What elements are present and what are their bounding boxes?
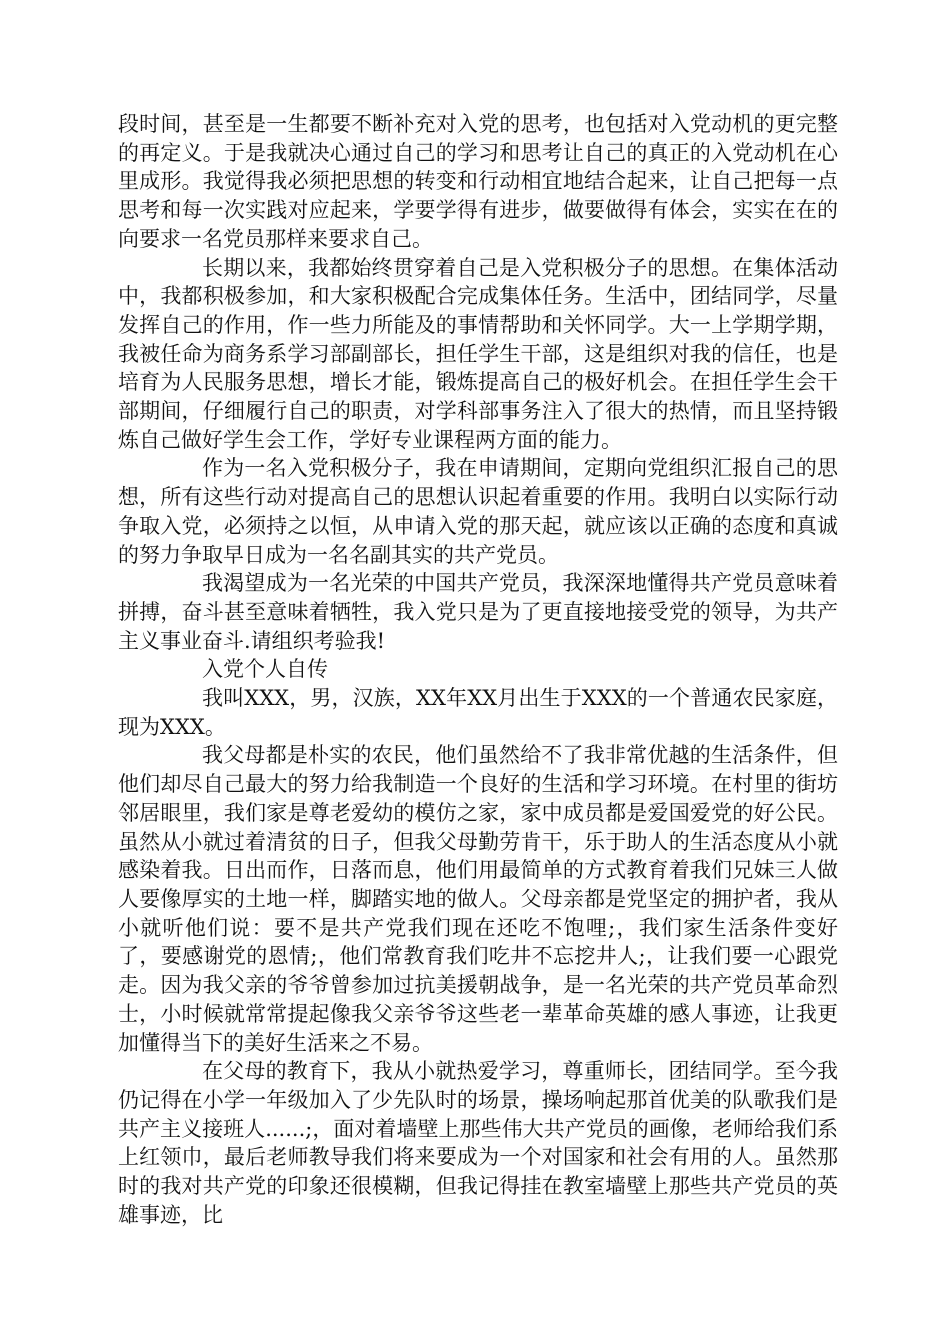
- paragraph-activist-thought: 长期以来，我都始终贯穿着自己是入党积极分子的思想。在集体活动中，我都积极参加，和大家积极配合完成集体任务。生活中，团结同学，尽量发挥自己的作用，作一些力所能及的事情帮助和关怀同学。大一上学期学期，我被任命为商务系学习部副部长，担任学生干部，这是组织对我的信任，也是培育为人民服务思想，增长才能，锻炼提高自己的极好机会。在担任学生会干部期间，仔细履行自己的职责，对学科部事务注入了很大的热情，而且坚持锻炼自己做好学生会工作，学好专业课程两方面的能力。: [118, 255, 838, 452]
- document-body: [118, 110, 838, 1229]
- paragraph-report-to-party: 作为一名入党积极分子，我在申请期间，定期向党组织汇报自己的思想，所有这些行动对提高自己的思想认识起着重要的作用。我明白以实际行动争取入党，必须持之以恒，从申请入党的那天起，就应该以正确的态度和真诚的努力争取早日成为一名名副其实的共产党员。: [118, 456, 838, 567]
- paragraph-parents: 我父母都是朴实的农民，他们虽然给不了我非常优越的生活条件，但他们却尽自己最大的努力给我制造一个良好的生活和学习环境。在村里的街坊邻居眼里，我们家是尊老爱幼的模仿之家，家中成员都是爱国爱党的好公民。虽然从小就过着清贫的日子，但我父母勤劳肯干，乐于助人的生活态度从小就感染着我。日出而作，日落而息，他们用最简单的方式教育着我们兄妹三人做人要像厚实的土地一样，脚踏实地的做人。父母亲都是党坚定的拥护者，我从小就听他们说：要不是共产党我们现在还吃不饱哩;，我们家生活条件变好了，要感谢党的恩情;，他们常教育我们吃井不忘挖井人;，让我们要一心跟党走。因为我父亲的爷爷曾参加过抗美援朝战争，是一名光荣的共产党员革命烈士，小时候就常常提起像我父亲爷爷这些老一辈革命英雄的感人事迹，让我更加懂得当下的美好生活来之不易。: [118, 743, 838, 1055]
- paragraph-continuation: 段时间，甚至是一生都要不断补充对入党的思考，也包括对入党动机的更完整的再定义。于是我就决心通过自己的学习和思考让自己的真正的入党动机在心里成形。我觉得我必须把思想的转变和行动相宜地结合起来，让自己把每一点思考和每一次实践对应起来，学要学得有进步，做要做得有体会，实实在在的向要求一名党员那样来要求自己。: [118, 112, 838, 251]
- section-heading-autobiography: 入党个人自传: [202, 657, 328, 682]
- paragraph-self-intro: 我叫XXX，男，汉族，XX年XX月出生于XXX的一个普通农民家庭，现为XXX。: [118, 686, 838, 739]
- paragraph-aspiration: 我渴望成为一名光荣的中国共产党员，我深深地懂得共产党员意味着拼搏，奋斗甚至意味着牺牲，我入党只是为了更直接地接受党的领导，为共产主义事业奋斗.请组织考验我!: [118, 571, 838, 653]
- paragraph-childhood-education: 在父母的教育下，我从小就热爱学习，尊重师长，团结同学。至今我仍记得在小学一年级加入了少先队时的场景，操场响起那首优美的队歌我们是共产主义接班人......;，面对着墙壁上那些伟大共产党员的画像，老师给我们系上红领巾，最后老师教导我们将来要成为一个对国家和社会有用的人。虽然那时的我对共产党的印象还很模糊，但我记得挂在教室墙壁上那些共产党员的英雄事迹，比: [118, 1059, 838, 1227]
